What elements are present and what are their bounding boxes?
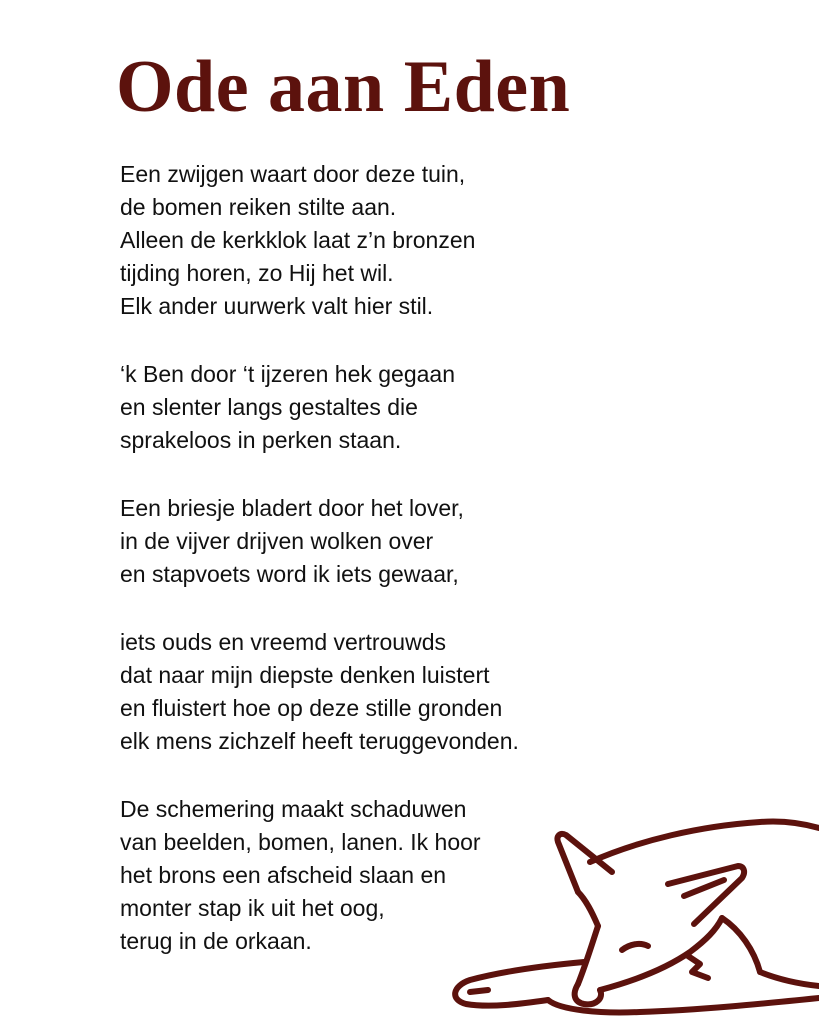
stanza-4 [120, 626, 760, 758]
poem-line: in de vijver drijven wolken over [120, 528, 434, 554]
poem-title: Ode aan Eden [116, 46, 571, 128]
poem-line: Alleen de kerkklok laat z’n bronzen [120, 227, 476, 253]
poem-line: tijding horen, zo Hij het wil. [120, 260, 394, 286]
poem-line: De schemering maakt schaduwen [120, 796, 467, 822]
poem-line: en fluistert hoe op deze stille gronden [120, 695, 503, 721]
poem-line: van beelden, bomen, lanen. Ik hoor [120, 829, 481, 855]
sleeping-fox-icon [440, 800, 819, 1024]
stanza-2 [120, 358, 760, 457]
poem-line: en slenter langs gestaltes die [120, 394, 418, 420]
poem-line: Een briesje bladert door het lover, [120, 495, 464, 521]
poem-line: ‘k Ben door ‘t ijzeren hek gegaan [120, 361, 455, 387]
poem-line: terug in de orkaan. [120, 928, 312, 954]
poem-line: dat naar mijn diepste denken luistert [120, 662, 490, 688]
poem-line: iets ouds en vreemd vertrouwds [120, 629, 446, 655]
stanza-3 [120, 492, 760, 591]
poem-line: en stapvoets word ik iets gewaar, [120, 561, 459, 587]
poem-line: het brons een afscheid slaan en [120, 862, 447, 888]
poem-line: Een zwijgen waart door deze tuin, [120, 161, 466, 187]
poem-line: elk mens zichzelf heeft teruggevonden. [120, 728, 519, 754]
stanza-1 [120, 158, 760, 323]
poem-line: sprakeloos in perken staan. [120, 427, 402, 453]
poem-line: de bomen reiken stilte aan. [120, 194, 397, 220]
poem-line: Elk ander uurwerk valt hier stil. [120, 293, 434, 319]
poem-line: monter stap ik uit het oog, [120, 895, 385, 921]
